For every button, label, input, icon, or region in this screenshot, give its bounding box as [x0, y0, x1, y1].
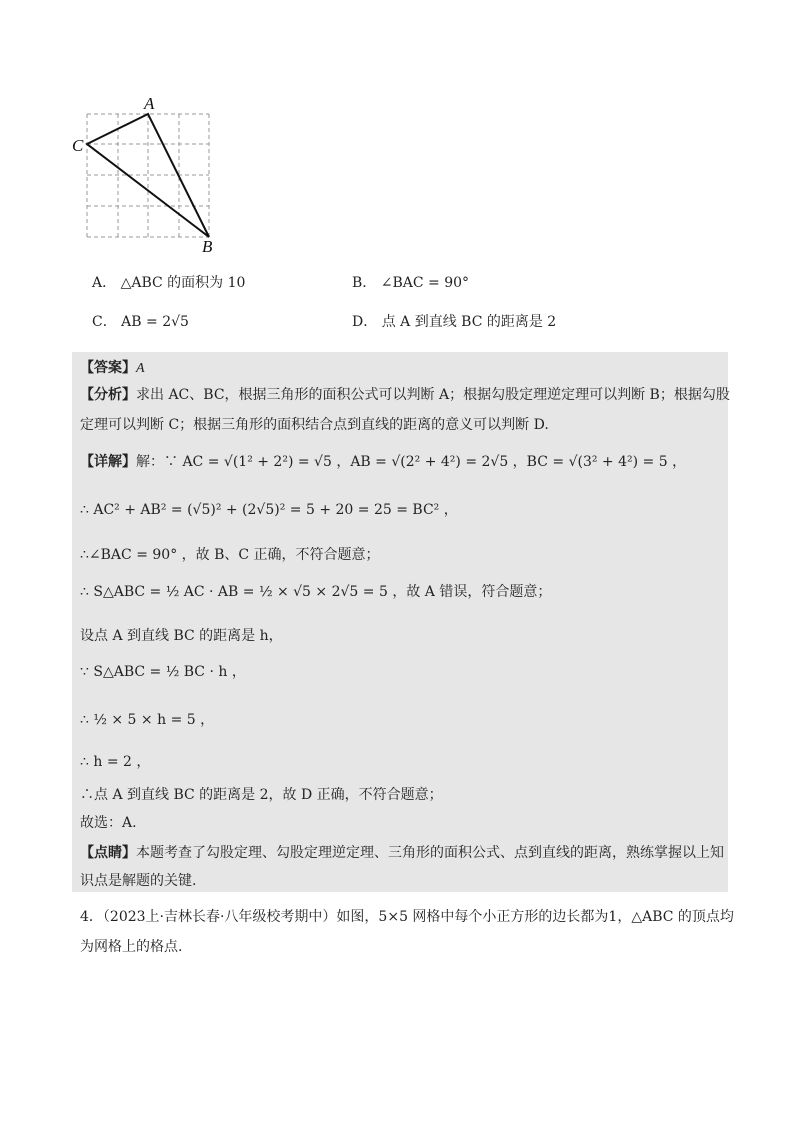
- detail-text-2: ∴ AC² + AB² = (√5)² + (2√5)² = 5 + 20 = 25 = BC² ，: [80, 502, 458, 518]
- option-d: [352, 312, 556, 332]
- option-b-label: B．: [352, 275, 377, 291]
- option-b-text: ∠BAC = 90°: [380, 275, 470, 291]
- triangle-grid-figure: [70, 94, 230, 256]
- next-question-text-2: 为网格上的格点.: [80, 939, 183, 955]
- option-c: [92, 312, 189, 332]
- option-c-text: AB = 2√5: [121, 314, 189, 330]
- triangle-abc: [87, 114, 209, 237]
- detail-text-10: 故选：A.: [80, 815, 137, 831]
- comment-text-1: 本题考查了勾股定理、勾股定理逆定理、三角形的面积公式、点到直线的距离，熟练掌握以上知: [136, 845, 724, 861]
- next-question-line-2: [80, 937, 182, 957]
- option-a-label: A．: [92, 275, 117, 291]
- answer-tag: 【答案】: [80, 360, 136, 376]
- detail-line-10: [80, 813, 137, 833]
- option-a-text: △ABC 的面积为 10: [120, 275, 246, 291]
- detail-line-9: [80, 785, 443, 805]
- detail-line-3: [80, 545, 380, 565]
- detail-line-8: [80, 752, 150, 772]
- detail-text-4: ∴ S△ABC = ½ AC · AB = ½ × √5 × 2√5 = 5 ，故 A 错误，符合题意；: [80, 584, 552, 600]
- analysis-line-2: [80, 415, 549, 435]
- detail-text-8: ∴ h = 2 ，: [80, 754, 151, 770]
- detail-text-9: ∴点 A 到直线 BC 的距离是 2，故 D 正确，不符合题意；: [80, 787, 443, 803]
- detail-text-7: ∴ ½ × 5 × h = 5 ，: [80, 712, 215, 728]
- analysis-text-2: 定理可以判断 C；根据三角形的面积结合点到直线的距离的意义可以判断 D.: [80, 417, 549, 433]
- answer-line: [80, 358, 145, 379]
- vertex-label-b: B: [202, 237, 213, 256]
- option-d-text: 点 A 到直线 BC 的距离是 2: [381, 314, 557, 330]
- option-c-label: C．: [92, 314, 117, 330]
- detail-line-1: [80, 452, 686, 472]
- analysis-line-1: [80, 385, 730, 405]
- detail-text-3: ∴∠BAC = 90° ，故 B、C 正确，不符合题意；: [80, 547, 380, 563]
- vertex-label-c: C: [72, 136, 84, 155]
- comment-tag: 【点睛】: [80, 845, 136, 861]
- next-question-line-1: [80, 907, 734, 927]
- detail-text-6: ∵ S△ABC = ½ BC · h ，: [80, 664, 246, 680]
- comment-text-2: 识点是解题的关键.: [80, 873, 197, 889]
- analysis-tag: 【分析】: [80, 387, 136, 403]
- detail-tag: 【详解】: [80, 454, 136, 470]
- analysis-text-1: 求出 AC、BC，根据三角形的面积公式可以判断 A；根据勾股定理逆定理可以判断 B；根据勾股: [136, 387, 730, 403]
- answer-value: A: [136, 361, 145, 376]
- detail-line-2: [80, 500, 458, 520]
- detail-text-5: 设点 A 到直线 BC 的距离是 h，: [80, 628, 283, 644]
- option-b: [352, 273, 469, 293]
- comment-line-1: [80, 843, 724, 863]
- detail-line-5: [80, 626, 283, 646]
- option-d-label: D．: [352, 314, 378, 330]
- comment-line-2: [80, 871, 196, 891]
- next-question-text-1: 4．（2023上·吉林长春·八年级校考期中）如图，5×5 网格中每个小正方形的边长都为1，△ABC 的顶点均: [80, 909, 734, 925]
- detail-line-7: [80, 710, 214, 730]
- detail-line-6: [80, 662, 246, 682]
- detail-line-4: [80, 582, 551, 602]
- detail-text-1: 解：∵ AC = √(1² + 2²) = √5 ，AB = √(2² + 4²) = 2√5 ，BC = √(3² + 4²) = 5 ，: [136, 454, 687, 470]
- option-a: [92, 273, 245, 293]
- vertex-label-a: A: [144, 94, 155, 113]
